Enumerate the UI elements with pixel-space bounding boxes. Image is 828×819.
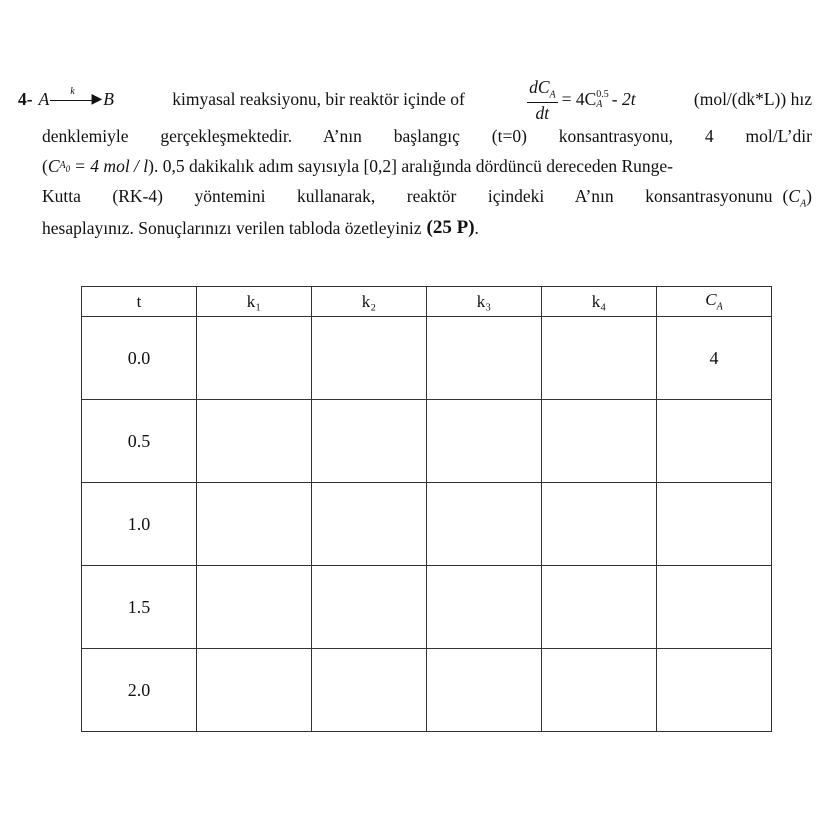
cell-t: 0.5 [82,400,197,483]
rate-equation: $\frac{dC_A}{dt}$ = 4C 0.5 A - 2t [529,77,636,123]
table-header-row [82,287,772,317]
cell-k4[interactable] [542,566,657,649]
cell-ca[interactable] [657,649,772,732]
problem-statement [18,78,812,245]
cell-k4[interactable] [542,400,657,483]
cell-k1[interactable] [197,649,312,732]
reaction-arrow: k ▶ [50,93,102,107]
problem-line-5: hesaplayınız. Sonuçlarınızı verilen tabloda özetleyiniz (25 P) . [18,212,812,244]
cell-k3[interactable] [427,483,542,566]
cell-k3[interactable] [427,400,542,483]
problem-line-4: Kutta (RK-4) yöntemini kullanarak, reaktör içindeki A’nın konsantrasyonunu $(C_A)$ [42,185,812,210]
header-k4: k₄ [542,287,657,317]
header-k1: k₁ [197,287,312,317]
cell-t: 1.5 [82,566,197,649]
cell-k1[interactable] [197,400,312,483]
product: B [103,89,114,110]
cell-k3[interactable] [427,649,542,732]
rk4-results-table [81,286,772,732]
header-k3: k₃ [427,287,542,317]
problem-line-3: ( C A0 = 4 mol / l ) . 0,5 dakikalık adım sayısıyla [0,2] aralığında dördüncü dereceden Runge- [42,156,674,177]
cell-k4[interactable] [542,483,657,566]
rate-constant-label: k [70,86,75,98]
table-row [82,400,772,483]
header-k2: k₂ [312,287,427,317]
table-row [82,483,772,566]
question-number: 4- [18,89,33,110]
rate-units: (mol/(dk*L)) hız [693,89,812,110]
points-label: (25 P) [426,217,475,239]
cell-t: 0.0 [82,317,197,400]
cell-k1[interactable] [197,566,312,649]
cell-ca[interactable]: 4 [657,317,772,400]
cell-k1[interactable] [197,483,312,566]
cell-k1[interactable] [197,317,312,400]
line1-text: kimyasal reaksiyonu, bir reaktör içinde of [172,89,465,110]
cell-k2[interactable] [312,317,427,400]
table-row [82,317,772,400]
cell-t: 1.0 [82,483,197,566]
cell-k2[interactable] [312,566,427,649]
cell-ca[interactable] [657,400,772,483]
cell-k2[interactable] [312,400,427,483]
cell-ca[interactable] [657,483,772,566]
rate-fraction: $\frac{dC_A}{dt}$ [529,77,556,123]
header-t: t [82,287,197,317]
cell-k4[interactable] [542,649,657,732]
header-ca: $C_A$ [657,287,772,317]
table-row [82,649,772,732]
cell-k3[interactable] [427,566,542,649]
cell-t: 2.0 [82,649,197,732]
table-row [82,566,772,649]
cell-k2[interactable] [312,483,427,566]
problem-line-2: denklemiyle gerçekleşmektedir. A’nın başlangıç (t=0) konsantrasyonu, 4 mol/L’dir [42,126,812,147]
problem-line-1 [18,78,812,122]
cell-k2[interactable] [312,649,427,732]
cell-ca[interactable] [657,566,772,649]
cell-k4[interactable] [542,317,657,400]
reactant: A [38,89,50,110]
cell-k3[interactable] [427,317,542,400]
